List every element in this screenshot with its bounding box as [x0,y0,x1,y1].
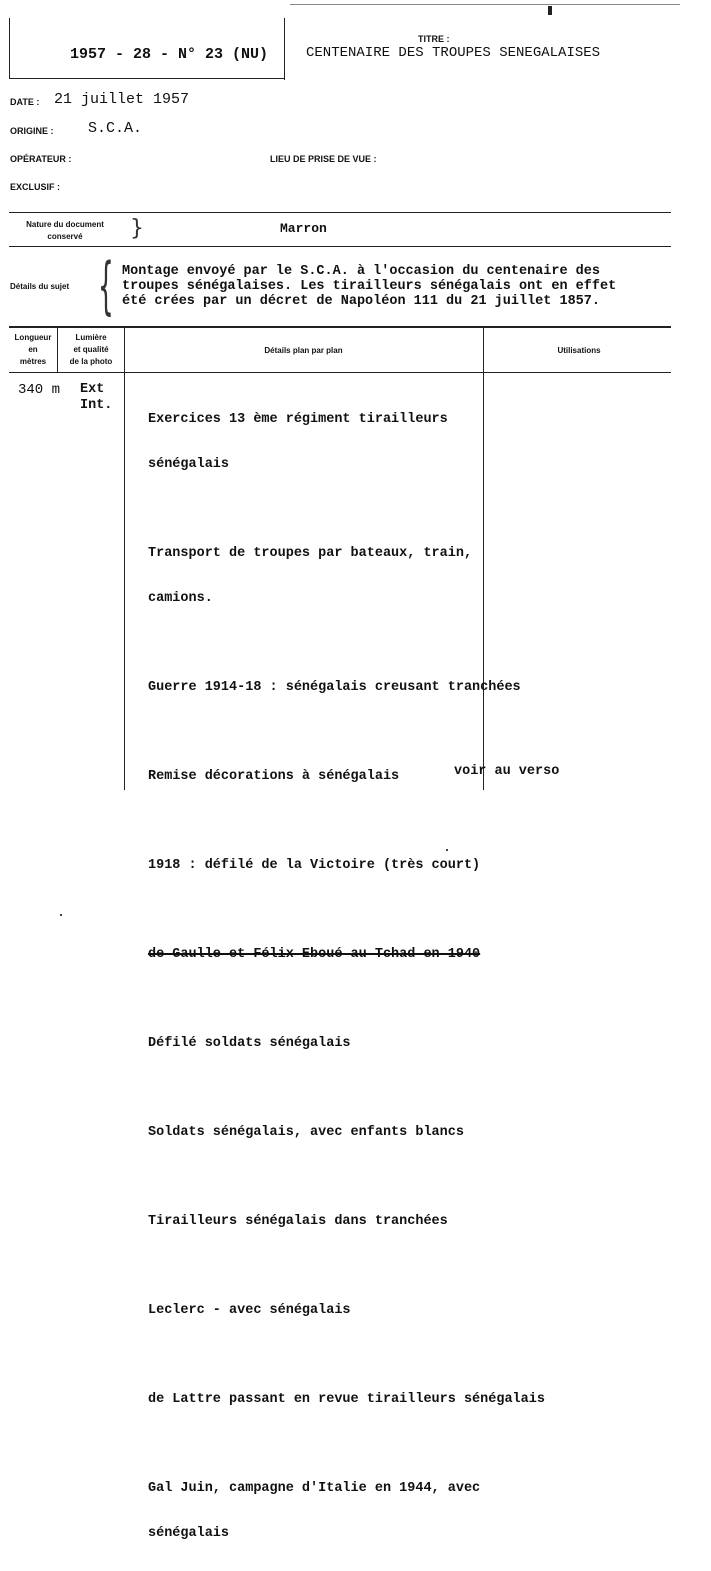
plan-entry [148,1362,545,1437]
col-header-details: Détails plan par plan [264,346,343,355]
plan-entry [148,1006,545,1081]
table-col-sep-2 [124,327,125,790]
plan-line: sénégalais [148,1526,230,1541]
plan-line: 1918 : défilé de la Victoire (très court) [148,858,481,873]
plan-entry [148,1273,545,1348]
col-header-longueur-line: en [28,345,38,354]
nature-label [8,219,122,243]
col-header-longueur-line: mètres [19,357,47,366]
plan-line: Leclerc - avec sénégalais [148,1303,351,1318]
plan-line: Remise décorations à sénégalais [148,769,400,784]
scan-speck [60,914,62,916]
details-sujet-line: Montage envoyé par le S.C.A. à l'occasion du centenaire des [122,264,600,279]
plan-line: Soldats sénégalais, avec enfants blancs [148,1125,464,1140]
lumiere-values [80,382,112,414]
scan-speck [446,849,448,851]
col-header-longueur [8,332,58,368]
plan-line-struck: de Gaulle et Félix Eboué au Tchad en 1940 [148,947,481,962]
top-rule [290,4,680,5]
plan-entry [148,1184,545,1259]
film-title: CENTENAIRE DES TROUPES SENEGALAISES [306,45,601,61]
header-bottom-rule [9,78,285,79]
origine-value: S.C.A. [88,120,143,137]
col-header-lumiere [58,332,124,368]
verso-note: voir au verso [454,764,560,779]
table-top-rule [9,326,671,328]
nature-label-line1: Nature du document [26,220,104,229]
plan-line: Exercices 13 ème régiment tirailleurs [148,412,448,427]
plan-line: sénégalais [148,457,230,472]
plans-list [148,382,545,1571]
details-sujet-line: troupes sénégalaises. Les tirailleurs sénégalais ont en effet [122,279,617,294]
lieu-label: LIEU DE PRISE DE VUE : [270,154,377,164]
plan-line: Transport de troupes par bateaux, train, [148,546,473,561]
lumiere-value: Int. [80,398,113,413]
plan-entry [148,1451,545,1571]
plan-entry [148,650,545,725]
date-label: DATE : [10,97,40,107]
plan-line: Tirailleurs sénégalais dans tranchées [148,1214,448,1229]
details-sujet-label: Détails du sujet [10,282,70,291]
col-header-lumiere-line: de la photo [69,357,113,366]
operateur-label: OPÉRATEUR : [10,154,72,164]
plan-entry [148,1095,545,1170]
header-divider-left [9,18,10,78]
origine-label: ORIGINE : [10,126,54,136]
film-reference: 1957 - 28 - N° 23 (NU) [70,46,269,63]
col-header-utilisations: Utilisations [557,346,601,355]
nature-brace: } [130,216,144,241]
plan-line: Défilé soldats sénégalais [148,1036,351,1051]
details-sujet-brace: { [98,249,114,322]
col-header-lumiere-line: Lumière [75,333,107,342]
plan-line: Guerre 1914-18 : sénégalais creusant tranchées [148,680,521,695]
lumiere-value: Ext [80,382,105,397]
plan-entry [148,516,545,636]
details-sujet-line: été crées par un décret de Napoléon 111 du 21 juillet 1857. [122,294,600,309]
exclusif-label: EXCLUSIF : [10,182,61,192]
plan-line: camions. [148,591,213,606]
date-value: 21 juillet 1957 [54,91,190,108]
nature-bottom-rule [9,246,671,247]
longueur-value: 340 m [18,382,61,398]
scan-speck [548,6,552,15]
header-divider-center [284,18,285,80]
nature-top-rule [9,212,671,213]
nature-value: Marron [280,221,327,236]
col-header-lumiere-line: et qualité [73,345,109,354]
plan-entry [148,917,545,992]
col-header-longueur-line: Longueur [14,333,52,342]
table-header-rule [9,372,671,373]
title-label: TITRE : [418,34,450,44]
plan-line: Gal Juin, campagne d'Italie en 1944, avec [148,1481,481,1496]
plan-entry [148,382,545,502]
plan-line: de Lattre passant en revue tirailleurs sénégalais [148,1392,545,1407]
details-sujet-text [122,264,616,309]
plan-entry [148,828,545,903]
nature-label-line2: conservé [47,232,83,241]
